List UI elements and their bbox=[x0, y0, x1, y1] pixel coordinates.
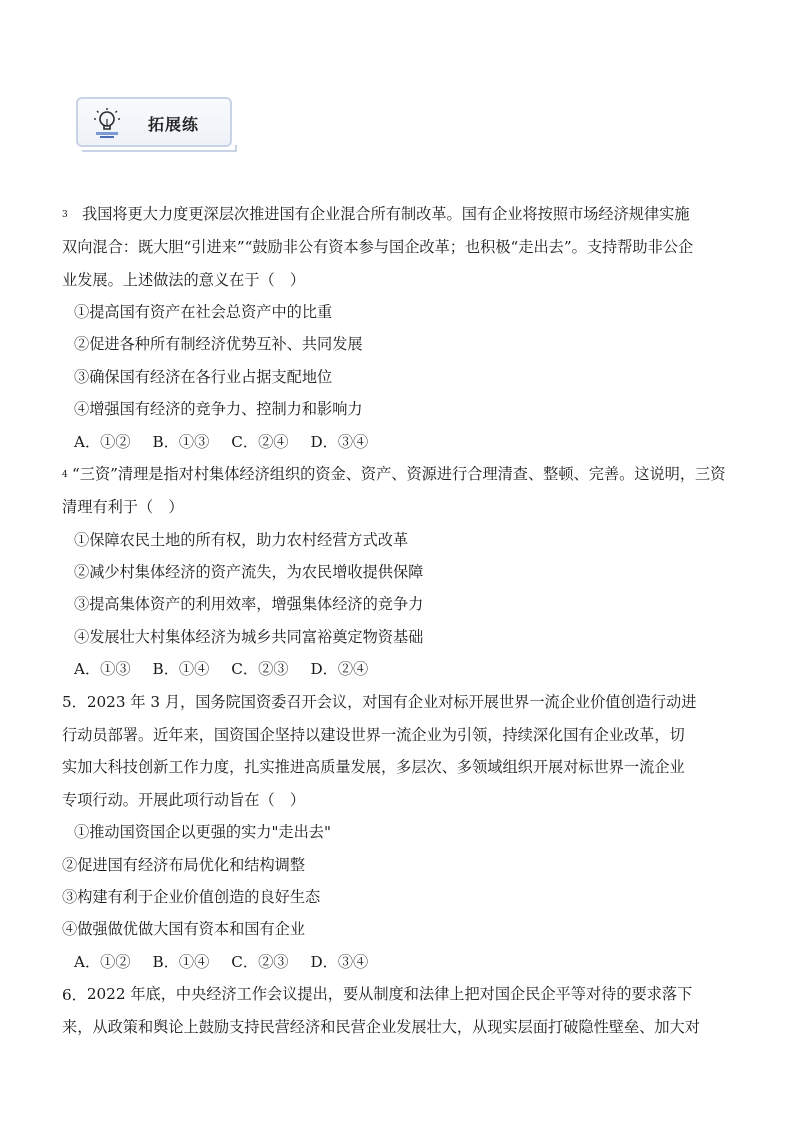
question-number: 5． bbox=[62, 693, 87, 712]
question-text-line: 清理有利于（ ） bbox=[62, 498, 184, 517]
choice-b: B．①③ bbox=[152, 432, 210, 451]
question-text-line: 2022 年底，中央经济工作会议提出，要从制度和法律上把对国企民企平等对待的要求落下 bbox=[86, 985, 693, 1004]
question-text-line: 实加大科技创新工作力度，扎实推进高质量发展，多层次、多领域组织开展对标世界一流企业 bbox=[62, 758, 685, 777]
option-item: ④做强做优做大国有资本和国有企业 bbox=[62, 920, 305, 939]
answer-choices bbox=[62, 946, 732, 978]
choice-d: D．③④ bbox=[310, 432, 369, 451]
answer-choices bbox=[62, 653, 732, 685]
question-6 bbox=[62, 978, 732, 1044]
choice-c: C．②③ bbox=[231, 952, 289, 971]
question-4 bbox=[62, 458, 732, 686]
option-item: ①提高国有资产在社会总资产中的比重 bbox=[74, 303, 333, 322]
question-number: 4 bbox=[62, 469, 68, 480]
choice-d: D．②④ bbox=[310, 660, 369, 679]
choice-c: C．②③ bbox=[231, 660, 289, 679]
question-number: 6． bbox=[62, 985, 87, 1004]
section-title: 拓展练 bbox=[148, 115, 200, 134]
section-header bbox=[76, 97, 232, 147]
question-text-line: 专项行动。开展此项行动旨在（ ） bbox=[62, 790, 305, 809]
question-text-line: 来，从政策和舆论上鼓励支持民营经济和民营企业发展壮大，从现实层面打破隐性壁垒、加大对 bbox=[62, 1018, 700, 1037]
choice-a: A．①② bbox=[74, 952, 131, 971]
question-text-line: 业发展。上述做法的意义在于（ ） bbox=[62, 270, 305, 289]
choice-a: A．①② bbox=[74, 432, 131, 451]
choice-b: B．①④ bbox=[152, 952, 210, 971]
choice-b: B．①④ bbox=[152, 660, 210, 679]
option-item: ③构建有利于企业价值创造的良好生态 bbox=[62, 887, 321, 906]
question-3 bbox=[62, 198, 732, 458]
question-text-line: “三资”清理是指对村集体经济组织的资金、资产、资源进行合理清查、整顿、完善。这说明，三资 bbox=[72, 465, 726, 484]
option-item: ②减少村集体经济的资产流失，为农民增收提供保障 bbox=[74, 563, 424, 582]
answer-choices bbox=[62, 426, 732, 458]
question-text-line: 行动员部署。近年来，国资国企坚持以建设世界一流企业为引领，持续深化国有企业改革，切 bbox=[62, 725, 685, 744]
option-item: ①保障农民土地的所有权，助力农村经营方式改革 bbox=[74, 530, 409, 549]
choice-c: C．②④ bbox=[231, 432, 289, 451]
question-list bbox=[62, 198, 732, 1044]
question-5 bbox=[62, 686, 732, 978]
option-item: ③确保国有经济在各行业占据支配地位 bbox=[74, 367, 333, 386]
question-text-line: 双向混合：既大胆“引进来”“鼓励非公有资本参与国企改革；也积极“走出去”。支持帮助非公企 bbox=[62, 238, 694, 257]
option-item: ①推动国资国企以更强的实力"走出去" bbox=[74, 823, 331, 842]
option-item: ④发展壮大村集体经济为城乡共同富裕奠定物资基础 bbox=[74, 627, 424, 646]
choice-d: D．③④ bbox=[310, 952, 369, 971]
question-text-line: 我国将更大力度更深层次推进国有企业混合所有制改革。国有企业将按照市场经济规律实施 bbox=[82, 205, 690, 223]
lightbulb-icon bbox=[92, 107, 122, 139]
choice-a: A．①③ bbox=[74, 660, 131, 679]
option-item: ③提高集体资产的利用效率，增强集体经济的竞争力 bbox=[74, 595, 424, 614]
option-item: ④增强国有经济的竞争力、控制力和影响力 bbox=[74, 400, 363, 419]
question-text-line: 2023 年 3 月，国务院国资委召开会议，对国有企业对标开展世界一流企业价值创造行动进 bbox=[86, 692, 697, 711]
question-number: 3 bbox=[62, 209, 68, 220]
option-item: ②促进各种所有制经济优势互补、共同发展 bbox=[74, 335, 363, 354]
option-item: ②促进国有经济布局优化和结构调整 bbox=[62, 855, 305, 874]
